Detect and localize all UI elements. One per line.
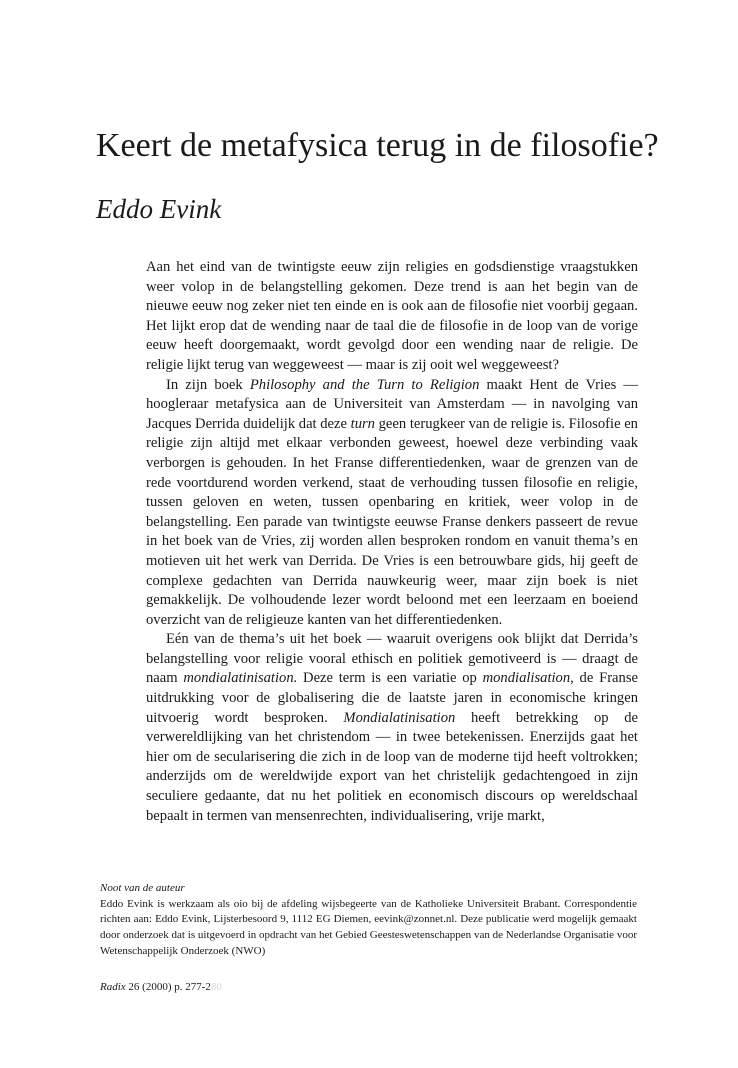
paragraph-3-text-d: heeft betrekking op de verwereldlijking van het christendom — in twee betekenissen. Enerzijds gaat het hier om de secularisering die zich in de loop van de moderne tijd heeft voltrokken; anderzijds om de wereldwijde export van het christelijk gedachtengoed in zijn seculiere gedaante, dat nu het politiek en economisch discours op wereldschaal bepaalt in termen van mensenrechten, individualisering, vrije markt, — [146, 709, 638, 824]
paragraph-3-text-c: de Franse uitdrukking voor de globalisering die de laatste jaren in economische kringen uitvoerig wordt besproken. — [146, 670, 638, 726]
journal-name: Radix — [100, 981, 126, 993]
paragraph-2 — [146, 376, 638, 631]
paragraph-2-text-c: geen terugkeer van de religie is. Filosofie en religie zijn altijd met elkaar verbonden geweest, hoewel deze verbinding vaak verborgen is gehouden. In het Franse differentiedenken, waar de grenzen van de rede voortdurend worden verkend, staat de verhouding tussen filosofie en religie, tussen geloven en weten, tussen openbaring en kritiek, weer volop in de belangstelling. Een parade van twintigste eeuwse Franse denkers passeert de revue in het boek van de Vries, zij worden allen besproken rondom en vanuit thema’s en motieven uit het werk van Derrida. De Vries is een betrouwbare gids, hij geeft de complexe gedachten van Derrida nauwkeurig weer, maar zijn boek is niet gemakkelijk. De volhoudende lezer wordt beloond met een leerzaam en boeiend overzicht van de religieuze kanten van het differentiedenken. — [146, 415, 638, 628]
paragraph-1: Aan het eind van de twintigste eeuw zijn religies en godsdienstige vraagstukken weer volop in de belangstelling gekomen. Deze trend is aan het begin van de nieuwe eeuw nog zeker niet ten einde en is ook aan de filosofie niet voorbij gegaan. Het lijkt erop dat de wending naar de taal die de filosofie in de loop van de vorige eeuw heeft doorgemaakt, wordt gevolgd door een wending naar de religie. De religie lijkt terug van weggeweest — maar is zij ooit wel weggeweest? — [146, 259, 638, 373]
term-turn: turn — [350, 415, 375, 432]
paragraph-3 — [146, 630, 638, 826]
book-title: Philosophy and the Turn to Religion — [249, 376, 480, 393]
author-note-text: Eddo Evink is werkzaam als oio bij de afdeling wijsbegeerte van de Katholieke Universiteit Brabant. Correspondentie richten aan: Eddo Evink, Lijsterbesoord 9, 1112 EG Diemen, eevink@zonnet.nl. Deze publicatie werd mogelijk gemaakt door onderzoek dat is uitgevoerd in opdracht van het Gebied Geesteswetenschappen van de Nederlandse Organisatie voor Wetenschappelijk Onderzoek (NWO) — [100, 897, 637, 957]
term-mondialatinisation: mondialatinisation. — [183, 670, 298, 687]
paragraph-3-text-b: Deze term is een variatie op — [297, 670, 483, 687]
paragraph-2-text-b: maakt Hent de Vries — hoogleraar metafysica aan de Universiteit van Amsterdam — in navolging van Jacques Derrida duidelijk dat deze — [146, 376, 638, 432]
term-mondialatinisation-2: Mondialatinisation — [343, 709, 456, 726]
paragraph-3-text-a: Eén van de thema’s uit het boek — waaruit overigens ook blijkt dat Derrida’s belangstelling voor religie vooral ethisch en politiek gemotiveerd is — draagt de naam — [146, 631, 638, 687]
author-note — [100, 881, 637, 960]
page-range-start: 277-2 — [185, 981, 211, 993]
article-author: Eddo Evink — [96, 194, 222, 224]
paragraph-2-text-a: In zijn boek — [166, 376, 250, 393]
author-note-heading: Noot van de auteur — [100, 882, 185, 894]
article-title: Keert de metafysica terug in de filosofie? — [96, 127, 659, 164]
journal-details: 26 (2000) p. — [125, 981, 186, 993]
term-mondialisation: mondialisation, — [482, 670, 574, 687]
journal-citation — [100, 980, 222, 994]
page-range-end: 80 — [210, 981, 222, 993]
article-body — [146, 258, 638, 826]
